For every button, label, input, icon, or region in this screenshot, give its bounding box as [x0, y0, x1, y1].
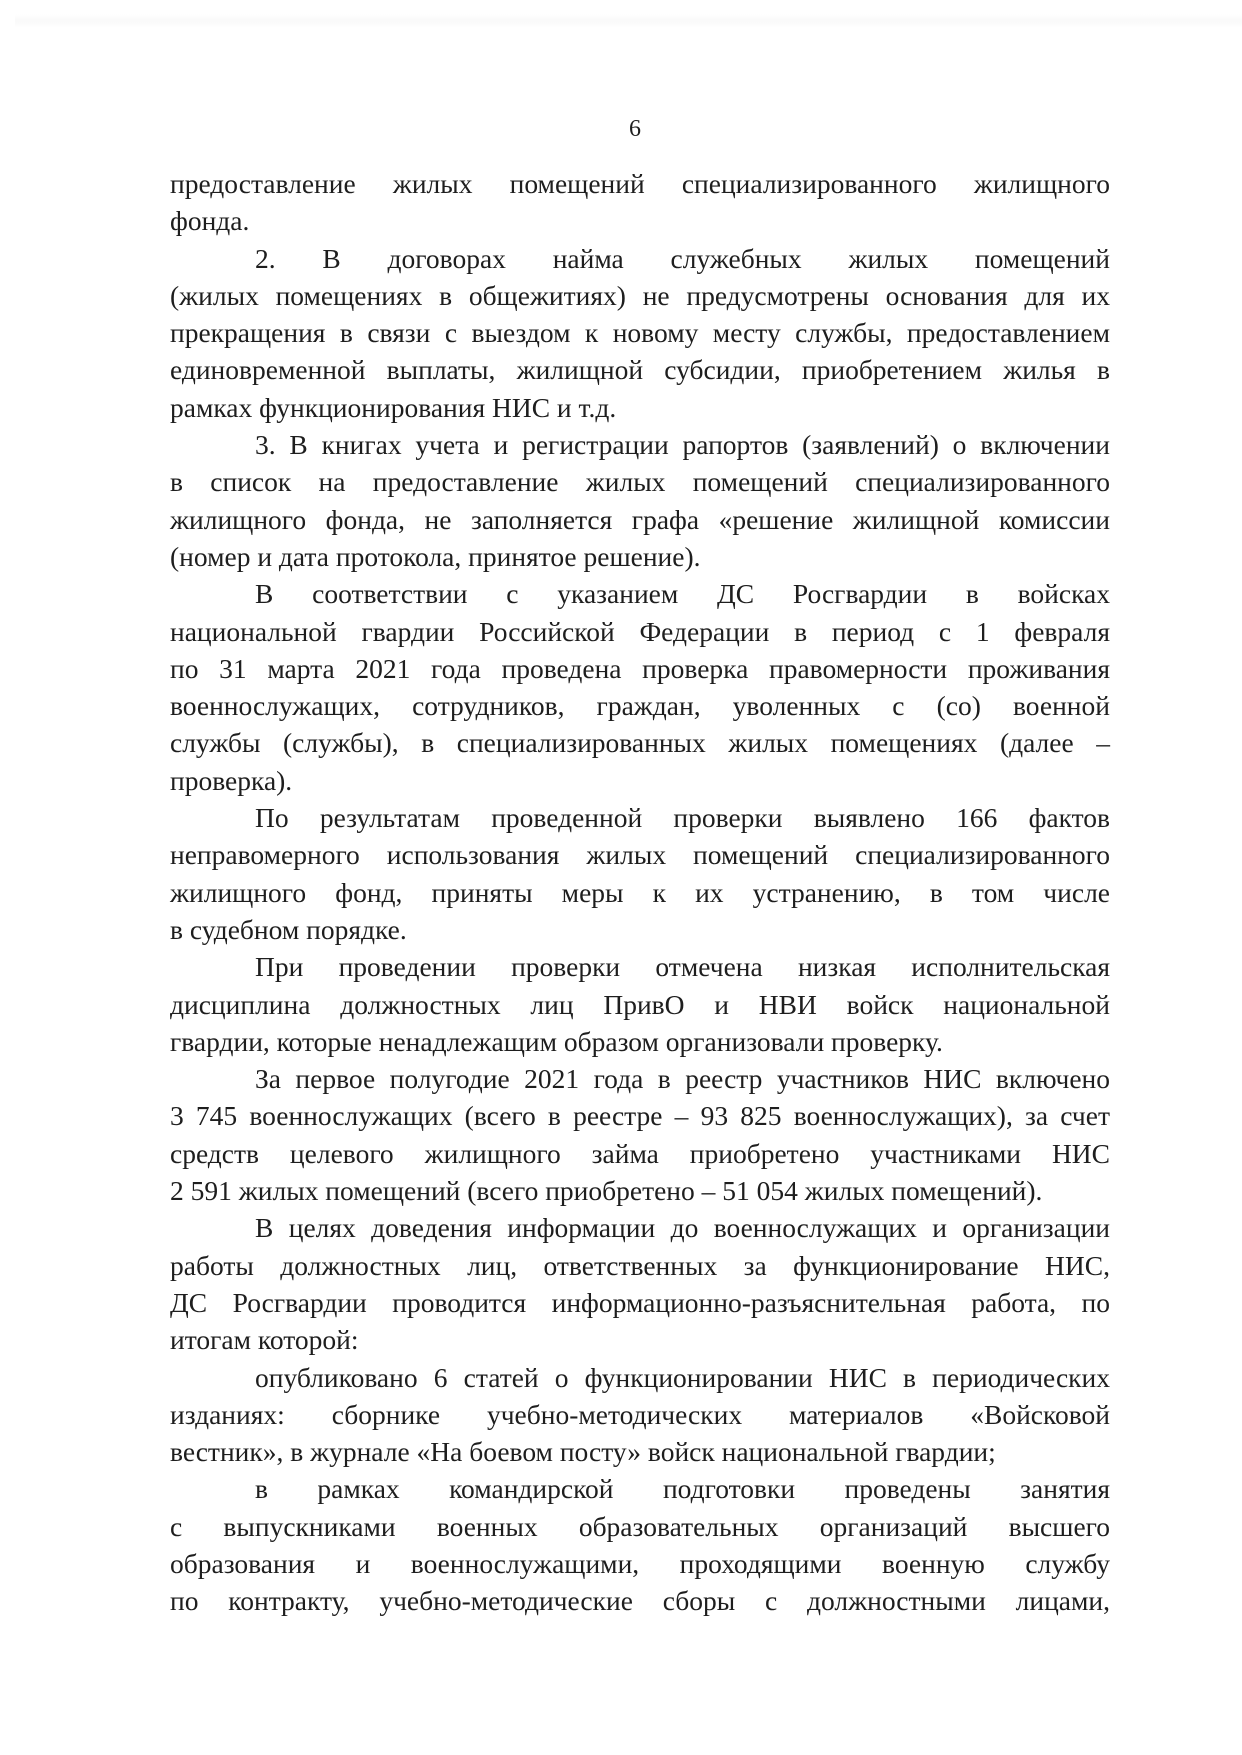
text-line: в рамках командирской подготовки проведены занятия [255, 1473, 1110, 1505]
text-line: (жилых помещениях в общежитиях) не предусмотрены основания для их [170, 279, 1110, 311]
paragraph [170, 948, 1110, 1060]
text-line: предоставление жилых помещений специализированного жилищного [170, 168, 1110, 199]
text-line: проверка). [170, 764, 293, 796]
text-line: по контракту, учебно-методические сборы с должностными лицами, [170, 1585, 1110, 1617]
text-line: В целях доведения информации до военнослужащих и организации [255, 1212, 1110, 1244]
text-line: За первое полугодие 2021 года в реестр участников НИС включено [255, 1063, 1110, 1095]
text-line: 2 591 жилых помещений (всего приобретено – 51 054 жилых помещений). [170, 1175, 1043, 1207]
text-line: жилищного фонд, приняты меры к их устранению, в том числе [170, 876, 1110, 908]
scan-artifact-band [15, 14, 1242, 28]
text-line: рамках функционирования НИС и т.д. [170, 391, 617, 423]
text-line: жилищного фонда, не заполняется графа «решение жилищной комиссии [170, 503, 1110, 535]
paragraph [170, 799, 1110, 948]
text-line: работы должностных лиц, ответственных за функционирование НИС, [170, 1249, 1110, 1281]
page-number: 6 [629, 116, 641, 142]
text-line: итогам которой: [170, 1324, 359, 1356]
paragraph [170, 426, 1110, 575]
text-line: в список на предоставление жилых помещений специализированного [170, 466, 1110, 498]
paragraph [170, 575, 1110, 799]
text-line: 2. В договорах найма служебных жилых помещений [255, 242, 1110, 274]
text-line: 3 745 военнослужащих (всего в реестре – 93 825 военнослужащих), за счет [170, 1100, 1110, 1132]
text-line: 3. В книгах учета и регистрации рапортов (заявлений) о включении [255, 429, 1110, 461]
text-line: средств целевого жилищного займа приобретено участниками НИС [170, 1137, 1110, 1169]
text-line: военнослужащих, сотрудников, граждан, уволенных с (со) военной [170, 690, 1110, 722]
text-line: вестник», в журнале «На боевом посту» войск национальной гвардии; [170, 1436, 996, 1468]
text-line: (номер и дата протокола, принятое решение). [170, 540, 701, 572]
text-line: В соответствии с указанием ДС Росгвардии в войсках [255, 578, 1110, 610]
text-line: службы (службы), в специализированных жилых помещениях (далее – [170, 727, 1110, 759]
paragraph [170, 165, 1110, 240]
text-line: фонда. [170, 205, 250, 237]
text-line: национальной гвардии Российской Федерации в период с 1 февраля [170, 615, 1110, 647]
paragraph [170, 1470, 1110, 1619]
text-line: неправомерного использования жилых помещений специализированного [170, 839, 1110, 871]
text-line: в судебном порядке. [170, 913, 407, 945]
paragraph [170, 240, 1110, 426]
text-line: При проведении проверки отмечена низкая исполнительская [255, 951, 1110, 983]
text-line: единовременной выплаты, жилищной субсидии, приобретением жилья в [170, 354, 1110, 386]
text-line: опубликовано 6 статей о функционировании НИС в периодических [255, 1361, 1110, 1393]
document-body [170, 165, 1110, 1620]
text-line: с выпускниками военных образовательных организаций высшего [170, 1510, 1110, 1542]
paragraph [170, 1359, 1110, 1471]
text-line: по 31 марта 2021 года проведена проверка правомерности проживания [170, 652, 1110, 684]
text-line: прекращения в связи с выездом к новому месту службы, предоставлением [170, 317, 1110, 349]
text-line: изданиях: сборнике учебно-методических материалов «Войсковой [170, 1398, 1110, 1430]
text-line: образования и военнослужащими, проходящими военную службу [170, 1547, 1110, 1579]
paragraph [170, 1209, 1110, 1358]
text-line: гвардии, которые ненадлежащим образом организовали проверку. [170, 1025, 943, 1057]
text-line: ДС Росгвардии проводится информационно-разъяснительная работа, по [170, 1286, 1110, 1318]
text-line: дисциплина должностных лиц ПривО и НВИ войск национальной [170, 988, 1110, 1020]
text-line: По результатам проведенной проверки выявлено 166 фактов [255, 802, 1110, 834]
paragraph [170, 1060, 1110, 1209]
